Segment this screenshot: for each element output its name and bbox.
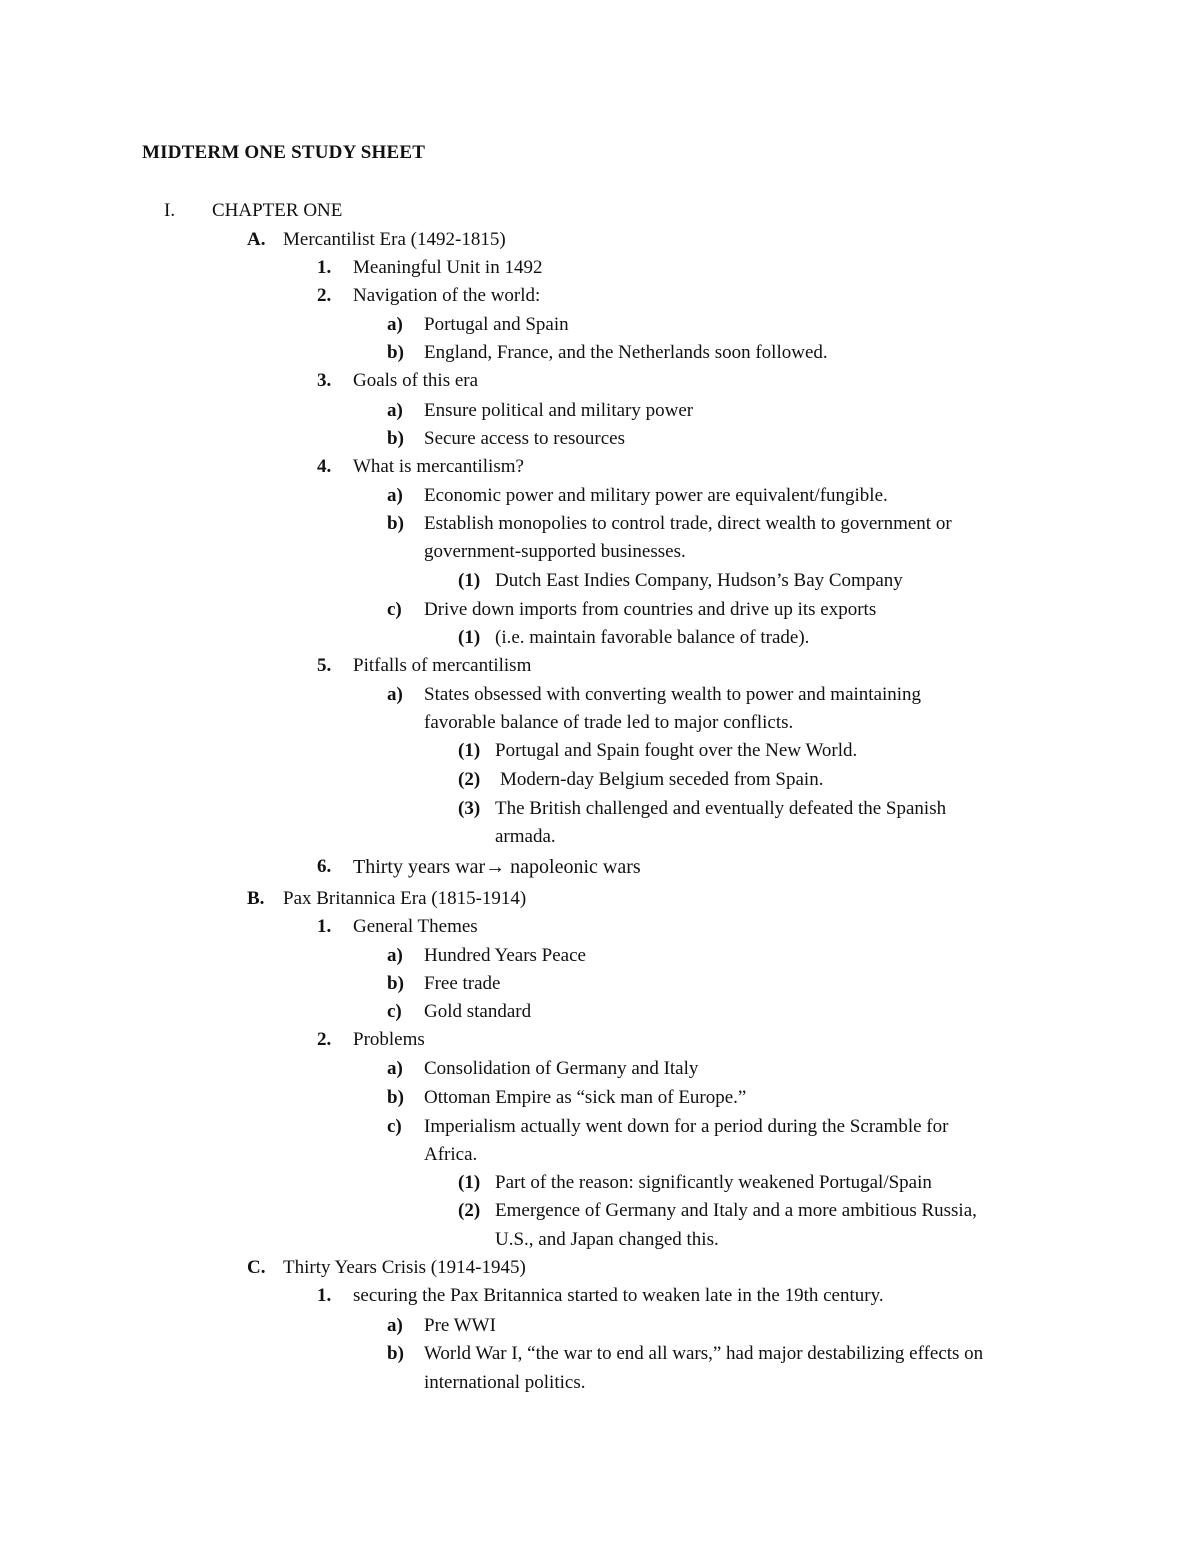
item-label: b) [387,1087,404,1108]
item-text: Economic power and military power are equivalent/fungible. [424,485,888,506]
item-label: 1. [317,1285,332,1306]
item-label: b) [387,1343,404,1364]
item-text: Meaningful Unit in 1492 [353,257,543,278]
item-label: (1) [458,570,481,591]
item-label: (2) [458,769,481,790]
item-label: b) [387,973,404,994]
item-label: (2) [458,1200,481,1221]
item-label: B. [247,888,265,909]
item-text: Modern-day Belgium seceded from Spain. [500,769,824,790]
item-text: Imperialism actually went down for a period during the Scramble for [424,1116,949,1137]
item-text: England, France, and the Netherlands soon followed. [424,342,828,363]
item-text: Mercantilist Era (1492-1815) [283,229,506,250]
item-text: Goals of this era [353,370,479,391]
item-label: c) [387,1001,402,1022]
item-label: a) [387,314,403,335]
item-label: (1) [458,627,481,648]
item-text: favorable balance of trade led to major conflicts. [424,712,794,733]
item-label: b) [387,342,404,363]
item-text: Pax Britannica Era (1815-1914) [283,888,527,909]
item-text: Pitfalls of mercantilism [353,655,532,676]
item-label: a) [387,400,403,421]
item-text: international politics. [424,1372,586,1393]
item-text: The British challenged and eventually defeated the Spanish [495,798,947,819]
item-text: General Themes [353,916,478,937]
item-text: Consolidation of Germany and Italy [424,1058,699,1079]
item-text: Thirty years war→ napoleonic wars [353,856,641,878]
item-label: 1. [317,257,332,278]
item-label: c) [387,599,402,620]
item-text: Free trade [424,973,501,994]
item-text: (i.e. maintain favorable balance of trade). [495,627,810,648]
item-text: Gold standard [424,1001,532,1022]
item-label: 2. [317,285,332,306]
item-label: 1. [317,916,332,937]
item-label: c) [387,1116,402,1137]
item-label: I. [164,200,176,221]
item-text: securing the Pax Britannica started to weaken late in the 19th century. [353,1285,884,1306]
item-text: Thirty Years Crisis (1914-1945) [283,1257,526,1278]
item-label: a) [387,684,403,705]
item-text: Part of the reason: significantly weakened Portugal/Spain [495,1172,932,1193]
item-label: b) [387,513,404,534]
item-text: Hundred Years Peace [424,945,586,966]
item-text: Emergence of Germany and Italy and a more ambitious Russia, [495,1200,977,1221]
item-label: a) [387,945,403,966]
item-text: Portugal and Spain fought over the New World. [495,740,858,761]
item-text: Secure access to resources [424,428,625,449]
item-label: A. [247,229,266,250]
item-text: Dutch East Indies Company, Hudson’s Bay Company [495,570,903,591]
item-text: CHAPTER ONE [212,200,343,221]
item-text: Portugal and Spain [424,314,569,335]
page-title: MIDTERM ONE STUDY SHEET [142,142,426,163]
item-text: Problems [353,1029,425,1050]
item-label: (1) [458,740,481,761]
item-label: (1) [458,1172,481,1193]
item-text: Navigation of the world: [353,285,541,306]
item-text: States obsessed with converting wealth to power and maintaining [424,684,922,705]
item-label: a) [387,1058,403,1079]
item-label: a) [387,485,403,506]
item-label: 5. [317,655,332,676]
item-text: Establish monopolies to control trade, direct wealth to government or [424,513,952,534]
item-text: What is mercantilism? [353,456,524,477]
item-label: C. [247,1257,266,1278]
item-text: Ottoman Empire as “sick man of Europe.” [424,1087,747,1108]
item-text: Ensure political and military power [424,400,694,421]
item-label: a) [387,1315,403,1336]
item-text: government-supported businesses. [424,541,686,562]
item-text: Africa. [424,1144,478,1165]
item-label: (3) [458,798,481,819]
item-label: 4. [317,456,332,477]
item-text: U.S., and Japan changed this. [495,1229,719,1250]
item-label: 2. [317,1029,332,1050]
item-text: Drive down imports from countries and drive up its exports [424,599,877,620]
item-label: 6. [317,856,332,877]
item-label: 3. [317,370,332,391]
item-text: Pre WWI [424,1315,496,1336]
item-label: b) [387,428,404,449]
item-text: armada. [495,826,556,847]
item-text: World War I, “the war to end all wars,” had major destabilizing effects on [424,1343,984,1364]
